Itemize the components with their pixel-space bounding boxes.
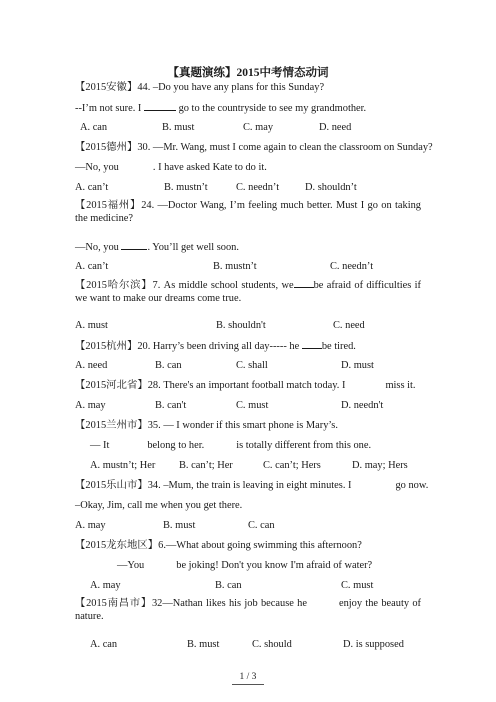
option: D. may; Hers — [352, 460, 408, 471]
option: B. mustn’t — [164, 182, 208, 193]
question-9 — [75, 539, 362, 552]
question-text: 24. —Doctor Wang, I’m feeling much better. Must I go on taking the medicine? — [75, 200, 422, 224]
option: A. may — [90, 580, 121, 591]
page-number: 1 / 3 — [239, 672, 257, 682]
option: B. must — [162, 122, 195, 133]
option: C. can — [248, 520, 275, 531]
question-text: 6.—What about going swimming this afternoon? — [158, 540, 362, 551]
question-text: 20. Harry’s been driving all day----- he — [137, 341, 302, 352]
option: B. can't — [155, 400, 187, 411]
question-1-answer-line: --I’m not sure. I go to the countryside to see my grandmother. — [75, 103, 367, 114]
option: C. needn’t — [236, 182, 280, 193]
option: C. must — [236, 400, 269, 411]
question-source: 【2015龙东地区】 — [75, 540, 159, 551]
question-source: 【2015南昌市】 — [75, 598, 152, 609]
option: C. should — [252, 639, 292, 650]
question-text: 34. –Mum, the train is leaving in eight minutes. I — [147, 480, 352, 491]
option: D. need — [319, 122, 352, 133]
question-3 — [75, 199, 421, 225]
question-source: 【2015杭州】 — [75, 341, 138, 352]
question-9-answer-line: —You be joking! Don't you know I'm afraid of water? — [117, 560, 373, 571]
question-text: 7. As middle school students, we — [152, 280, 294, 291]
question-2-answer-line: —No, you . I have asked Kate to do it. — [75, 162, 267, 173]
option: A. can’t — [75, 261, 109, 272]
option: C. must — [341, 580, 374, 591]
option: B. must — [187, 639, 220, 650]
question-source: 【2015兰州市】 — [75, 420, 148, 431]
question-3-answer-line: —No, you . You’ll get well soon. — [75, 242, 239, 253]
question-10: 【2015南昌市】32—Nathan likes his job because he enjoy the beauty of nature. — [75, 598, 421, 622]
option: B. shouldn't — [216, 320, 266, 331]
option: A. must — [75, 320, 108, 331]
option: A. mustn’t; Her — [90, 460, 156, 471]
question-source: 【2015福州】 — [75, 200, 142, 211]
question-source: 【2015德州】 — [75, 142, 138, 153]
option: D. must — [341, 360, 374, 371]
option: B. must — [163, 520, 196, 531]
option: A. can’t — [75, 182, 109, 193]
option: C. needn’t — [330, 261, 374, 272]
option: D. is supposed — [343, 639, 404, 650]
question-8: 【2015乐山市】34. –Mum, the train is leaving in eight minutes. I go now. — [75, 480, 429, 491]
question-4: 【2015哈尔滨】7. As middle school students, we be afraid of difficulties if we want to make our dreams come true. — [75, 280, 421, 304]
option: A. may — [75, 400, 106, 411]
question-6: 【2015河北省】28. There's an important football match today. I miss it. — [75, 380, 416, 391]
question-text: 32—Nathan likes his job because he — [151, 598, 307, 609]
question-8-reply: –Okay, Jim, call me when you get there. — [75, 500, 243, 511]
answer-blank — [144, 101, 176, 111]
answer-blank — [294, 278, 314, 288]
question-1 — [75, 81, 324, 94]
option: D. shouldn’t — [305, 182, 357, 193]
option: B. can — [215, 580, 242, 591]
option: A. may — [75, 520, 106, 531]
answer-blank — [302, 339, 322, 349]
question-7 — [75, 419, 338, 432]
option: A. can — [90, 639, 118, 650]
question-source: 【2015河北省】 — [75, 380, 148, 391]
question-source: 【2015哈尔滨】 — [75, 280, 153, 291]
question-text: 30. —Mr. Wang, must I come again to clean the classroom on Sunday? — [137, 142, 433, 153]
option: A. need — [75, 360, 108, 371]
question-source: 【2015安徽】 — [75, 82, 138, 93]
answer-blank — [121, 240, 147, 250]
option: C. can’t; Hers — [263, 460, 321, 471]
option: B. mustn’t — [213, 261, 257, 272]
option: D. needn't — [341, 400, 384, 411]
option: C. may — [243, 122, 274, 133]
question-source: 【2015乐山市】 — [75, 480, 148, 491]
question-text: 44. –Do you have any plans for this Sunday? — [137, 82, 325, 93]
option: A. can — [80, 122, 108, 133]
option: C. shall — [236, 360, 268, 371]
footer-divider — [232, 684, 264, 685]
option: B. can’t; Her — [179, 460, 233, 471]
question-7-answer-line: — It belong to her. is totally different from this one. — [90, 440, 372, 451]
question-2 — [75, 141, 433, 154]
question-text: 28. There's an important football match today. I — [147, 380, 346, 391]
question-text: 35. — I wonder if this smart phone is Mary’s. — [147, 420, 338, 431]
question-5: 【2015杭州】20. Harry’s been driving all day----- he be tired. — [75, 341, 356, 352]
option: C. need — [333, 320, 365, 331]
option: B. can — [155, 360, 182, 371]
page-title: 【真题演练】2015中考情态动词 — [167, 67, 329, 79]
